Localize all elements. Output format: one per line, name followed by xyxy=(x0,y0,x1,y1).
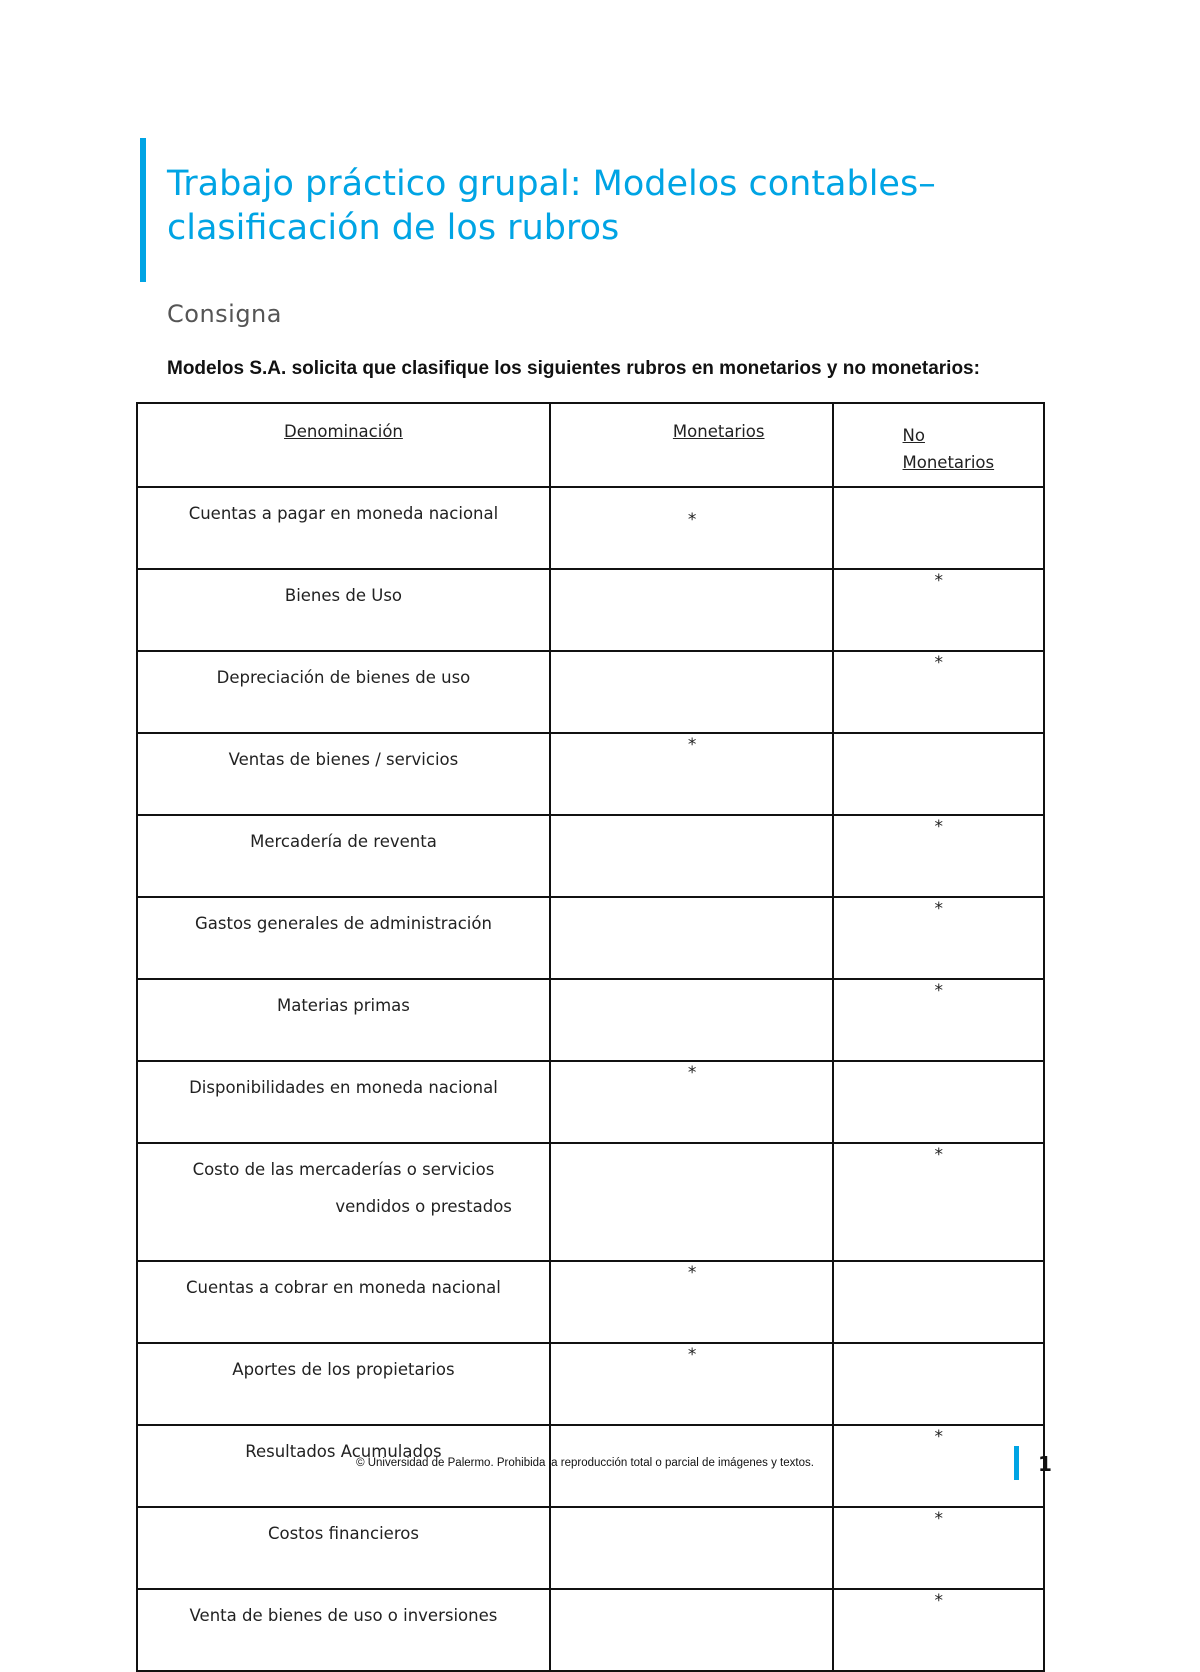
row-monetario-mark: * xyxy=(687,1345,697,1365)
row-monetario-mark: * xyxy=(687,510,697,530)
row-name: Costos financieros xyxy=(267,1524,419,1543)
row-name: Ventas de bienes / servicios xyxy=(228,750,459,769)
row-name-cell xyxy=(137,1261,550,1343)
table-row xyxy=(137,651,1044,733)
page-title-line-2: clasificación de los rubros xyxy=(167,208,620,248)
header-denominacion xyxy=(137,403,550,487)
row-monetario-mark: * xyxy=(687,735,697,755)
table-row xyxy=(137,815,1044,897)
row-name: Cuentas a pagar en moneda nacional xyxy=(188,504,499,523)
header-monetarios-label: Monetarios xyxy=(672,422,765,441)
row-monetario-cell xyxy=(550,1143,833,1261)
row-no-monetario-cell xyxy=(833,1261,1044,1343)
row-monetario-cell xyxy=(550,979,833,1061)
row-name-cell xyxy=(137,569,550,651)
row-no-monetario-mark: * xyxy=(934,817,944,837)
row-name: Gastos generales de administración xyxy=(194,914,492,933)
table-header-row xyxy=(137,403,1044,487)
page-title xyxy=(167,162,1127,250)
row-no-monetario-mark: * xyxy=(934,899,944,919)
row-no-monetario-mark: * xyxy=(934,653,944,673)
row-name: Mercadería de reventa xyxy=(250,832,437,851)
row-name: Depreciación de bienes de uso xyxy=(216,668,471,687)
row-name-cell xyxy=(137,487,550,569)
header-no-monetarios-line-2: Monetarios xyxy=(902,453,995,472)
header-no-monetarios xyxy=(833,403,1044,487)
row-name-cell xyxy=(137,1061,550,1143)
row-name: Bienes de Uso xyxy=(284,586,403,605)
row-name: Costo de las mercaderías o servicios xyxy=(192,1160,495,1179)
row-monetario-cell xyxy=(550,815,833,897)
row-name: Disponibilidades en moneda nacional xyxy=(189,1078,498,1097)
row-monetario-cell xyxy=(550,1343,833,1425)
row-name-line-2: vendidos o prestados xyxy=(335,1197,512,1216)
row-monetario-cell xyxy=(550,733,833,815)
row-name: Resultados Acumulados xyxy=(245,1442,442,1461)
table-row xyxy=(137,1343,1044,1425)
row-no-monetario-cell xyxy=(833,651,1044,733)
table-row xyxy=(137,1261,1044,1343)
row-no-monetario-cell xyxy=(833,733,1044,815)
table-row xyxy=(137,979,1044,1061)
section-heading: Consigna xyxy=(167,300,282,328)
row-no-monetario-mark: * xyxy=(934,981,944,1001)
row-no-monetario-cell xyxy=(833,487,1044,569)
page-title-line-1: Trabajo práctico grupal: Modelos contables– xyxy=(167,164,936,204)
row-name-cell xyxy=(137,815,550,897)
row-name-cell xyxy=(137,651,550,733)
table-row xyxy=(137,1143,1044,1261)
row-monetario-mark: * xyxy=(687,1063,697,1083)
instructions-text: Modelos S.A. solicita que clasifique los siguientes rubros en monetarios y no monetarios: xyxy=(167,358,980,379)
table-row xyxy=(137,897,1044,979)
row-no-monetario-cell xyxy=(833,1507,1044,1589)
table-row xyxy=(137,1061,1044,1143)
row-name-cell xyxy=(137,979,550,1061)
page-number: 1 xyxy=(1038,1452,1052,1476)
table-row xyxy=(137,487,1044,569)
row-name-cell xyxy=(137,1507,550,1589)
row-monetario-cell xyxy=(550,651,833,733)
row-name: Venta de bienes de uso o inversiones xyxy=(189,1606,498,1625)
footer-copyright: © Universidad de Palermo. Prohibida la reproducción total o parcial de imágenes y textos. xyxy=(356,1457,814,1469)
row-monetario-mark: * xyxy=(687,1263,697,1283)
row-no-monetario-cell xyxy=(833,1343,1044,1425)
row-no-monetario-cell xyxy=(833,897,1044,979)
row-name: Cuentas a cobrar en moneda nacional xyxy=(186,1278,501,1297)
row-no-monetario-mark: * xyxy=(934,1427,944,1447)
row-monetario-cell xyxy=(550,569,833,651)
footer-accent-bar xyxy=(1014,1446,1019,1480)
row-no-monetario-cell xyxy=(833,979,1044,1061)
table-row xyxy=(137,1589,1044,1671)
row-no-monetario-cell xyxy=(833,1143,1044,1261)
row-no-monetario-mark: * xyxy=(934,1509,944,1529)
table-row xyxy=(137,569,1044,651)
classification-table xyxy=(136,402,1045,1672)
row-monetario-cell xyxy=(550,1507,833,1589)
row-no-monetario-mark: * xyxy=(934,1591,944,1611)
table-row xyxy=(137,1507,1044,1589)
table-row xyxy=(137,733,1044,815)
row-monetario-cell xyxy=(550,1261,833,1343)
row-name-cell xyxy=(137,1589,550,1671)
row-name: Aportes de los propietarios xyxy=(232,1360,455,1379)
row-name-cell xyxy=(137,1143,550,1261)
title-accent-bar xyxy=(140,138,146,282)
header-monetarios xyxy=(550,403,833,487)
row-name: Materias primas xyxy=(276,996,410,1015)
row-no-monetario-mark: * xyxy=(934,571,944,591)
row-no-monetario-cell xyxy=(833,1061,1044,1143)
row-no-monetario-cell xyxy=(833,815,1044,897)
header-denominacion-label: Denominación xyxy=(284,422,403,441)
row-name-cell xyxy=(137,1343,550,1425)
row-no-monetario-mark: * xyxy=(934,1145,944,1165)
row-monetario-cell xyxy=(550,897,833,979)
row-name-cell xyxy=(137,897,550,979)
row-name-cell xyxy=(137,733,550,815)
row-no-monetario-cell xyxy=(833,1589,1044,1671)
row-monetario-cell xyxy=(550,1589,833,1671)
header-no-monetarios-line-1: No xyxy=(902,426,925,445)
row-monetario-cell xyxy=(550,1061,833,1143)
row-no-monetario-cell xyxy=(833,569,1044,651)
row-monetario-cell xyxy=(550,487,833,569)
